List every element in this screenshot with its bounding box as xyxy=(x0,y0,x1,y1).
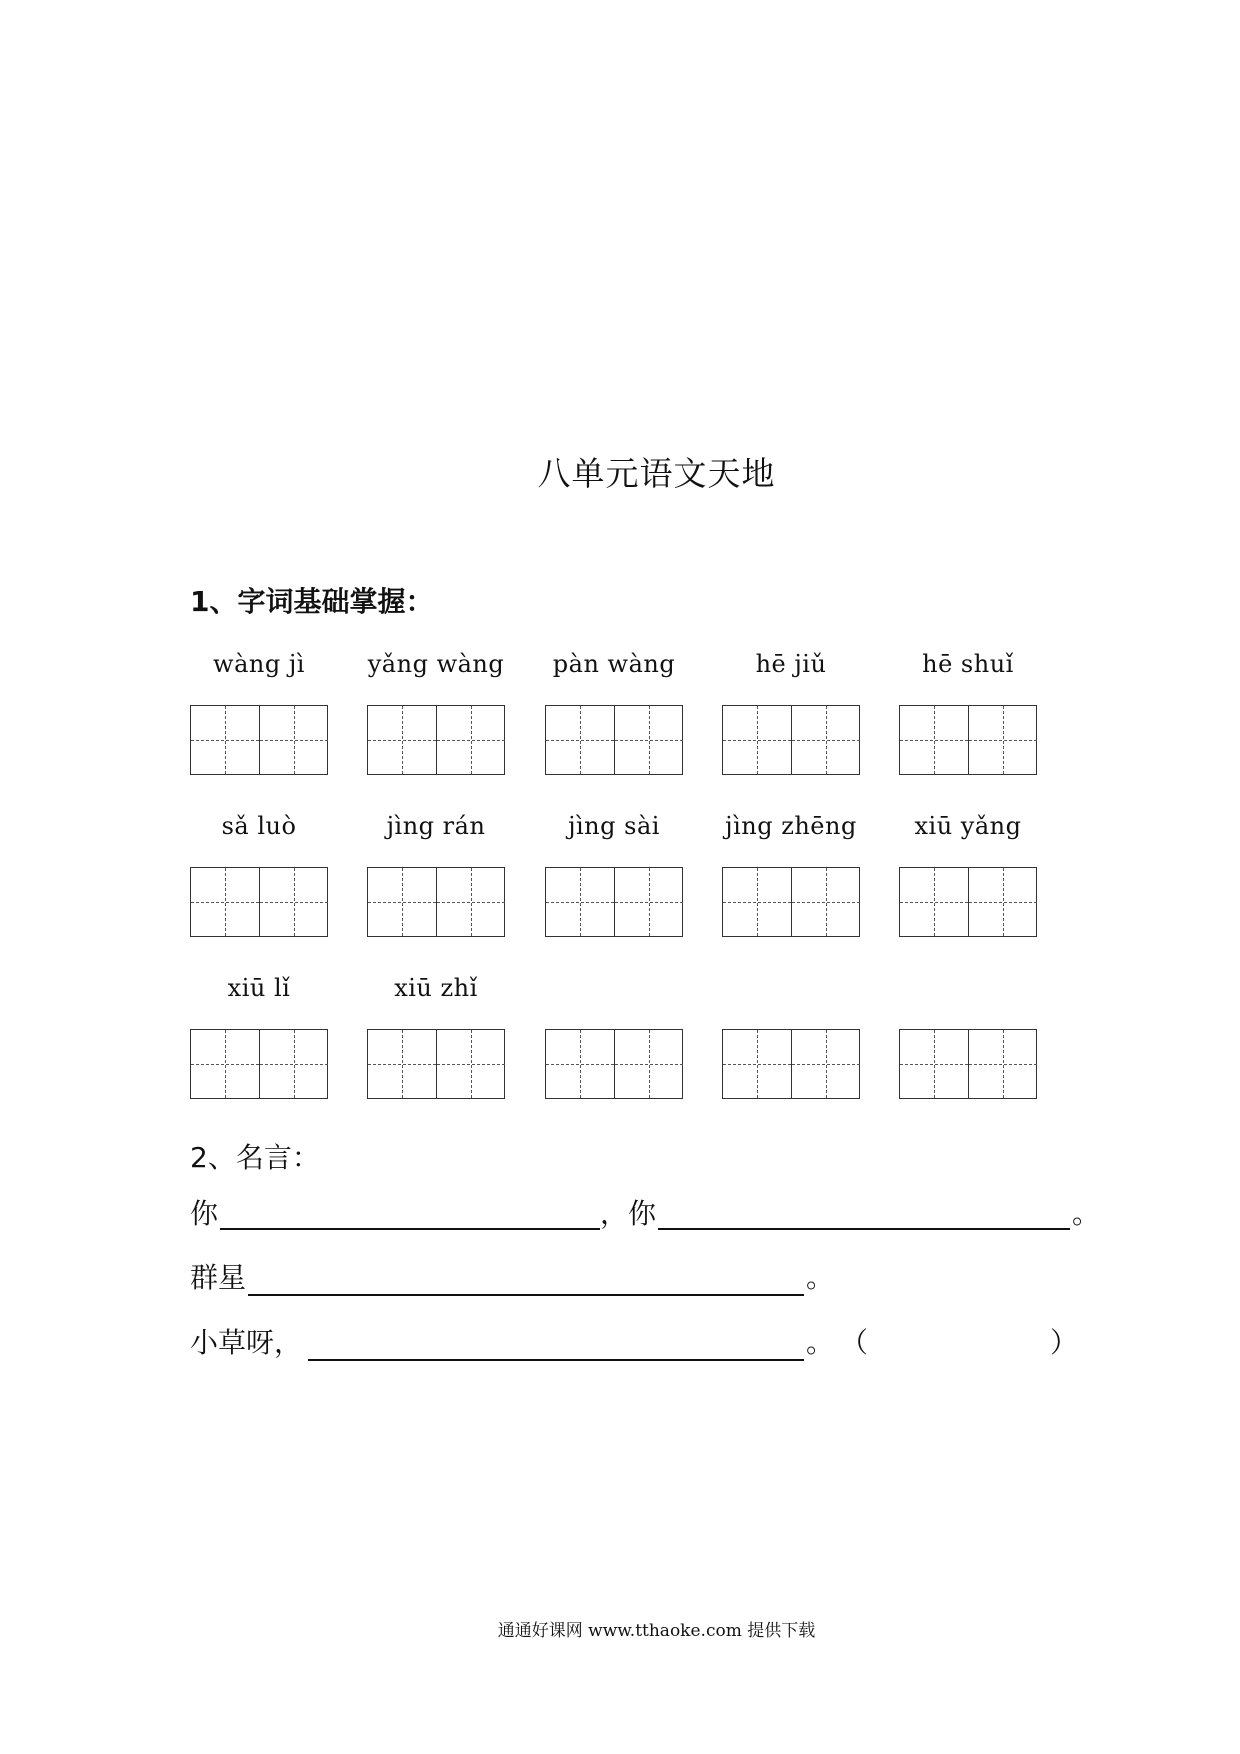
grid-cell[interactable] xyxy=(900,1030,968,1098)
pinyin-label: hē jiǔ xyxy=(755,650,827,678)
grid-cell[interactable] xyxy=(614,706,683,774)
grid-cell[interactable] xyxy=(900,868,968,936)
writing-grid[interactable] xyxy=(722,867,860,937)
grid-guide-horizontal xyxy=(615,902,683,903)
grid-guide-horizontal xyxy=(900,902,968,903)
grid-guide-horizontal xyxy=(191,1064,259,1065)
writing-grid[interactable] xyxy=(190,1029,328,1099)
grid-cell[interactable] xyxy=(191,1030,259,1098)
proverb-1-end: 。 xyxy=(1072,1197,1101,1230)
proverb-2-start: 群星 xyxy=(190,1261,247,1294)
pinyin-label: sǎ luò xyxy=(221,812,297,840)
grid-guide-horizontal xyxy=(260,1064,328,1065)
proverb-3-start: 小草呀， xyxy=(190,1326,303,1359)
proverb-1-middle: ，你 xyxy=(600,1197,657,1230)
writing-grid[interactable] xyxy=(367,1029,505,1099)
grid-guide-horizontal xyxy=(437,740,505,741)
grid-guide-horizontal xyxy=(900,740,968,741)
grid-guide-horizontal xyxy=(260,902,328,903)
writing-grid[interactable] xyxy=(190,867,328,937)
grid-cell[interactable] xyxy=(791,868,860,936)
section-heading-2: 2、名言： xyxy=(190,1141,320,1174)
grid-cell[interactable] xyxy=(968,1030,1037,1098)
grid-cell[interactable] xyxy=(259,1030,328,1098)
proverb-2-blank[interactable] xyxy=(248,1294,804,1296)
grid-cell[interactable] xyxy=(900,706,968,774)
grid-cell[interactable] xyxy=(791,706,860,774)
grid-guide-horizontal xyxy=(969,1064,1037,1065)
page-title: 八单元语文天地 xyxy=(537,454,776,493)
writing-grid[interactable] xyxy=(367,867,505,937)
writing-grid[interactable] xyxy=(722,705,860,775)
grid-cell[interactable] xyxy=(191,868,259,936)
grid-guide-horizontal xyxy=(437,902,505,903)
grid-guide-horizontal xyxy=(723,1064,791,1065)
grid-guide-horizontal xyxy=(437,1064,505,1065)
grid-cell[interactable] xyxy=(723,706,791,774)
grid-cell[interactable] xyxy=(259,706,328,774)
proverb-3-end: 。 xyxy=(806,1326,835,1359)
pinyin-label: pàn wàng xyxy=(552,650,676,678)
grid-cell[interactable] xyxy=(191,706,259,774)
writing-grid[interactable] xyxy=(367,705,505,775)
proverb-1-blank-a[interactable] xyxy=(220,1228,600,1230)
grid-guide-horizontal xyxy=(260,740,328,741)
grid-cell[interactable] xyxy=(546,706,614,774)
grid-guide-horizontal xyxy=(900,1064,968,1065)
proverb-1-blank-b[interactable] xyxy=(658,1228,1070,1230)
grid-cell[interactable] xyxy=(368,706,436,774)
grid-cell[interactable] xyxy=(368,868,436,936)
pinyin-label: hē shuǐ xyxy=(922,650,1014,678)
writing-grid[interactable] xyxy=(545,705,683,775)
grid-cell[interactable] xyxy=(436,868,505,936)
grid-guide-horizontal xyxy=(546,740,614,741)
grid-guide-horizontal xyxy=(546,1064,614,1065)
grid-cell[interactable] xyxy=(791,1030,860,1098)
writing-grid[interactable] xyxy=(899,705,1037,775)
grid-guide-horizontal xyxy=(792,740,860,741)
grid-cell[interactable] xyxy=(436,706,505,774)
grid-cell[interactable] xyxy=(614,1030,683,1098)
grid-cell[interactable] xyxy=(546,1030,614,1098)
grid-guide-horizontal xyxy=(191,740,259,741)
pinyin-label: xiū lǐ xyxy=(227,974,291,1002)
footer-credit: 通通好课网 www.tthaoke.com 提供下载 xyxy=(497,1621,816,1641)
grid-cell[interactable] xyxy=(723,1030,791,1098)
writing-grid[interactable] xyxy=(545,1029,683,1099)
grid-guide-horizontal xyxy=(368,740,436,741)
proverb-3-blank[interactable] xyxy=(308,1359,804,1361)
grid-guide-horizontal xyxy=(615,1064,683,1065)
pinyin-label: jìng sài xyxy=(568,812,660,840)
proverb-3-paren-close: ） xyxy=(1050,1326,1079,1359)
grid-guide-horizontal xyxy=(368,902,436,903)
writing-grid[interactable] xyxy=(545,867,683,937)
pinyin-label: xiū zhǐ xyxy=(394,974,478,1002)
grid-cell[interactable] xyxy=(436,1030,505,1098)
grid-guide-horizontal xyxy=(723,740,791,741)
proverb-3-paren-open: （ xyxy=(840,1326,869,1359)
grid-cell[interactable] xyxy=(968,868,1037,936)
grid-cell[interactable] xyxy=(546,868,614,936)
proverb-1-start: 你 xyxy=(190,1197,219,1230)
grid-cell[interactable] xyxy=(368,1030,436,1098)
grid-guide-horizontal xyxy=(792,1064,860,1065)
grid-cell[interactable] xyxy=(614,868,683,936)
pinyin-label: wàng jì xyxy=(213,650,305,678)
pinyin-label: jìng rán xyxy=(386,812,486,840)
pinyin-label: jìng zhēng xyxy=(725,812,857,840)
pinyin-label: xiū yǎng xyxy=(914,812,1022,840)
grid-guide-horizontal xyxy=(368,1064,436,1065)
grid-guide-horizontal xyxy=(615,740,683,741)
writing-grid[interactable] xyxy=(190,705,328,775)
proverb-2-end: 。 xyxy=(806,1261,835,1294)
grid-guide-horizontal xyxy=(723,902,791,903)
grid-guide-horizontal xyxy=(969,740,1037,741)
grid-guide-horizontal xyxy=(969,902,1037,903)
grid-cell[interactable] xyxy=(968,706,1037,774)
pinyin-label: yǎng wàng xyxy=(367,650,505,678)
grid-guide-horizontal xyxy=(792,902,860,903)
section-heading-1: 1、字词基础掌握： xyxy=(190,585,434,618)
grid-guide-horizontal xyxy=(546,902,614,903)
writing-grid[interactable] xyxy=(899,867,1037,937)
grid-cell[interactable] xyxy=(723,868,791,936)
grid-cell[interactable] xyxy=(259,868,328,936)
writing-grid[interactable] xyxy=(899,1029,1037,1099)
writing-grid[interactable] xyxy=(722,1029,860,1099)
grid-guide-horizontal xyxy=(191,902,259,903)
